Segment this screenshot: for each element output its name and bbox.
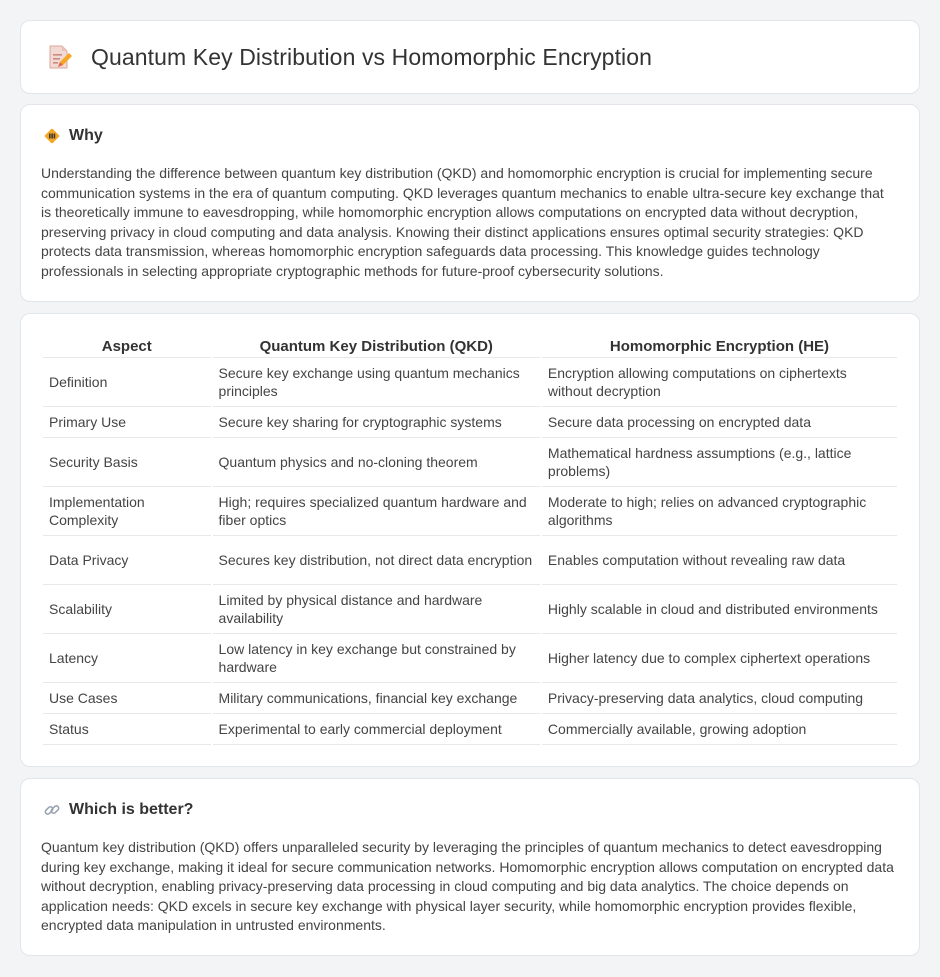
row-qkd-value: Limited by physical distance and hardware availability <box>213 585 540 634</box>
row-qkd-value: Secures key distribution, not direct data encryption <box>213 536 540 585</box>
better-heading <box>43 801 193 819</box>
row-he-value: Encryption allowing computations on ciphertexts without decryption <box>542 358 897 407</box>
table-row <box>43 585 897 634</box>
row-qkd-value: Experimental to early commercial deployment <box>213 714 540 745</box>
comparison-table-card <box>20 313 920 767</box>
why-card <box>20 104 920 302</box>
header-qkd: Quantum Key Distribution (QKD) <box>213 336 540 358</box>
table-row <box>43 536 897 585</box>
row-he-value: Higher latency due to complex ciphertext operations <box>542 634 897 683</box>
row-qkd-value: Secure key exchange using quantum mechanics principles <box>213 358 540 407</box>
row-aspect: Status <box>43 714 211 745</box>
table-row <box>43 487 897 536</box>
which-is-better-card <box>20 778 920 956</box>
row-aspect: Scalability <box>43 585 211 634</box>
row-aspect: Data Privacy <box>43 536 211 585</box>
why-title: Why <box>69 127 103 144</box>
header-aspect: Aspect <box>43 336 211 358</box>
row-aspect: Latency <box>43 634 211 683</box>
better-text: Quantum key distribution (QKD) offers unparalleled security by leveraging the principles of quantum mechanics to detect eavesdropping during key exchange, making it ideal for secure communication networks. Homomorphic encryption allows computation on encrypted data without decryption, enabling privacy-preserving data processing in cloud computing and big data analytics. The choice depends on application needs: QKD excels in secure key exchange with physical layer security, while homomorphic encryption provides flexible, encrypted data manipulation in untrusted environments. <box>41 839 894 934</box>
row-he-value: Highly scalable in cloud and distributed environments <box>542 585 897 634</box>
table-row <box>43 634 897 683</box>
table-row <box>43 407 897 438</box>
row-qkd-value: High; requires specialized quantum hardware and fiber optics <box>213 487 540 536</box>
row-he-value: Moderate to high; relies on advanced cryptographic algorithms <box>542 487 897 536</box>
why-text: Understanding the difference between quantum key distribution (QKD) and homomorphic encryption is crucial for implementing secure communication systems in the era of quantum computing. QKD leverages quantum mechanics to enable ultra-secure key exchange that is theoretically immune to eavesdropping, while homomorphic encryption allows computations on encrypted data without decryption, preserving privacy in cloud computing and data analysis. Knowing their distinct applications ensures optimal security strategies: QKD protects data transmission, whereas homomorphic encryption safeguards data processing. This knowledge guides technology professionals in selecting appropriate cryptographic methods for future-proof cybersecurity solutions. <box>41 165 884 279</box>
header-card <box>20 20 920 94</box>
row-he-value: Commercially available, growing adoption <box>542 714 897 745</box>
row-aspect: Primary Use <box>43 407 211 438</box>
table-row <box>43 714 897 745</box>
row-he-value: Enables computation without revealing raw data <box>542 536 897 585</box>
row-he-value: Mathematical hardness assumptions (e.g., lattice problems) <box>542 438 897 487</box>
row-qkd-value: Low latency in key exchange but constrained by hardware <box>213 634 540 683</box>
row-qkd-value: Quantum physics and no-cloning theorem <box>213 438 540 487</box>
row-he-value: Secure data processing on encrypted data <box>542 407 897 438</box>
comparison-table <box>41 336 899 745</box>
page-title: Quantum Key Distribution vs Homomorphic Encryption <box>91 43 653 70</box>
row-aspect: Definition <box>43 358 211 407</box>
header-he: Homomorphic Encryption (HE) <box>542 336 897 358</box>
row-aspect: Use Cases <box>43 683 211 714</box>
table-row <box>43 358 897 407</box>
row-aspect: Implementation Complexity <box>43 487 211 536</box>
title-row <box>45 43 652 71</box>
warning-sign-icon <box>43 127 61 145</box>
table-row <box>43 438 897 487</box>
better-title: Which is better? <box>69 801 194 818</box>
table-row <box>43 683 897 714</box>
row-qkd-value: Military communications, financial key exchange <box>213 683 540 714</box>
document-pencil-icon <box>45 43 73 71</box>
table-header-row <box>43 336 897 358</box>
link-icon <box>43 801 61 819</box>
row-he-value: Privacy-preserving data analytics, cloud computing <box>542 683 897 714</box>
row-aspect: Security Basis <box>43 438 211 487</box>
row-qkd-value: Secure key sharing for cryptographic systems <box>213 407 540 438</box>
why-heading <box>43 127 103 145</box>
